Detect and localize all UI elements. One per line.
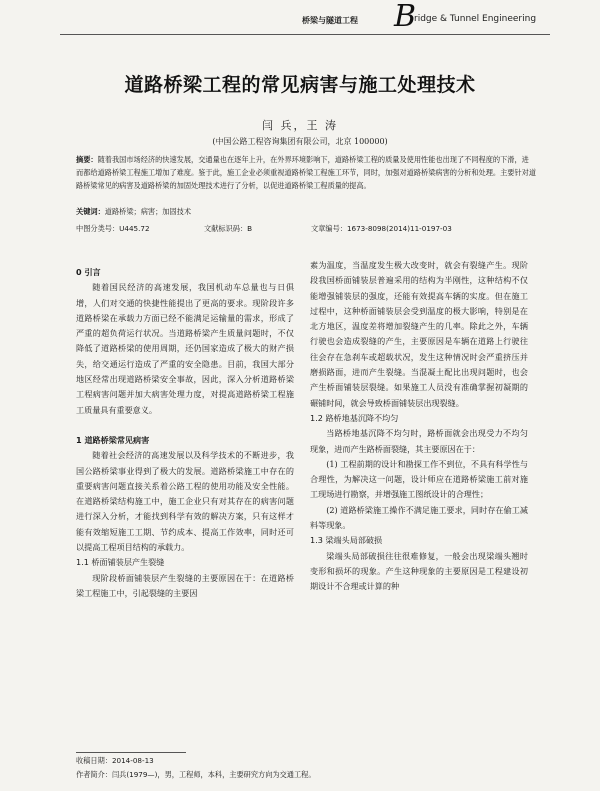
subsection-heading: 1.3 梁端头局部破损 (310, 535, 383, 546)
subsection-heading: 1.2 路桥地基沉降不均匀 (310, 412, 399, 423)
header-divider (60, 34, 550, 35)
abstract (76, 153, 536, 192)
keywords-text: 道路桥梁；病害；加固技术 (104, 207, 192, 216)
paper-title: 道路桥梁工程的常见病害与施工处理技术 (124, 74, 476, 96)
footnote-divider (76, 752, 186, 753)
journal-initial: B (394, 0, 417, 34)
paragraph: 现阶段桥面铺装层产生裂缝的主要原因在于：在道路桥梁工程施工中，引起裂缝的主要因 (76, 572, 294, 598)
author-intro: 作者简介：闫兵(1979—)，男，工程师，本科，主要研究方向为交通工程。 (76, 770, 316, 779)
paragraph: 随着国民经济的高速发展，我国机动车总量也与日俱增，人们对交通的快捷性能提出了更高的要求。现阶段许多道路桥梁在承载力方面已经不能满足运输量的需求，形成了严重的超负荷运行状况。当道路桥梁产生质量问题时，不仅降低了道路桥梁的使用周期，还仍国家造成了极大的财产损失，给交通运行造成了严重的安全隐患。目前，我国大部分地区经常出现道路桥梁安全事故，因此，深入分析道路桥梁工程病害问题并加大病害处理力度，对提高道路桥梁工程施工质量具有重要意义。 (76, 282, 294, 415)
abstract-label: 摘要： (76, 155, 98, 164)
body-left-column (76, 265, 294, 601)
paragraph: (2) 道路桥梁施工操作不满足施工要求，同时存在偷工减料等现象。 (310, 504, 528, 531)
authors: 闫 兵，王 涛 (262, 119, 338, 132)
affiliation: (中国公路工程咨询集团有限公司，北京 100000) (212, 137, 388, 146)
paragraph: (1) 工程前期的设计和勘探工作不到位，不具有科学性与合理性，为解决这一问题，设计师应在道路桥梁施工前对施工现场进行勘察，并增强施工图纸设计的合理性； (310, 458, 528, 500)
document-code: 文献标识码：B (204, 224, 253, 233)
article-number: 文章编号：1673-8098(2014)11-0197-03 (311, 224, 452, 233)
body-right-column (310, 258, 528, 595)
paragraph: 随着社会经济的高速发展以及科学技术的不断进步，我国公路桥梁事业得到了极大的发展。道路桥梁施工中存在的重要病害问题直接关系着公路工程的使用功能及安全性能。在道路桥梁结构施工中，施工企业只有对其存在的病害问题进行深入分析，才能找到科学有效的解决方案，只有这样才能有效缩短施工工期、节约成本、提高工作效率，同时还可以提高工程项目结构的承载力。 (76, 450, 294, 553)
abstract-text: 随着我国市场经济的快速发展，交通量也在逐年上升，在外界环境影响下，道路桥梁工程的质量及使用性能也出现了不同程度的下滑，进而都给道路桥梁工程施工增加了难度。鉴于此，施工企业必须重视道路桥梁工程施工环节，同时，加强对道路桥梁病害的分析和处理。主要针对道路桥梁常见的病害及道路桥梁的加固处理技术进行了分析，以促进道路桥梁工程质量的提高。 (76, 155, 537, 190)
paragraph: 素为温度，当温度发生极大改变时，就会有裂缝产生。现阶段我国桥面铺装层普遍采用的结构为半刚性，这种结构不仅能增强铺装层的强度，还能有效提高车辆的实度。但在施工过程中，这种桥面铺装层会受到温度的极大影响，特别是在北方地区，温度差将增加裂缝产生的几率。除此之外，车辆行驶也会造成裂缝的产生，主要原因是车辆在道路上行驶往往会存在急刹车或超载状况，发生这种情况时会严重挤压并磨损路面，进而产生裂缝。当混凝土配比出现问题时，也会产生桥面铺装层裂缝。如果施工人员没有准确掌握初凝期的碾铺时间，就会导致桥面铺装层出现裂缝。 (310, 260, 528, 408)
journal-name-cn: 桥梁与隧道工程 (302, 16, 358, 25)
paragraph: 梁端头局部破损往往很难修复，一般会出现梁端头翘时变形和损坏的现象。产生这种现象的主要原因是工程建设初期设计不合理或计算的种 (310, 550, 528, 592)
section-heading: 0 引言 (76, 267, 101, 277)
keywords-label: 关键词： (76, 207, 105, 216)
paragraph: 当路桥地基沉降不均匀时，路桥面就会出现受力不均匀现象，进而产生路桥面裂缝，其主要原因在于： (310, 428, 528, 454)
subsection-heading: 1.1 桥面铺装层产生裂缝 (76, 557, 165, 568)
section-heading: 1 道路桥梁常见病害 (76, 434, 150, 445)
keywords (76, 207, 191, 217)
received-date: 收稿日期：2014-08-13 (76, 756, 154, 765)
clc-number: 中图分类号：U445.72 (76, 224, 150, 233)
journal-name-en: ridge & Tunnel Engineering (414, 14, 537, 24)
